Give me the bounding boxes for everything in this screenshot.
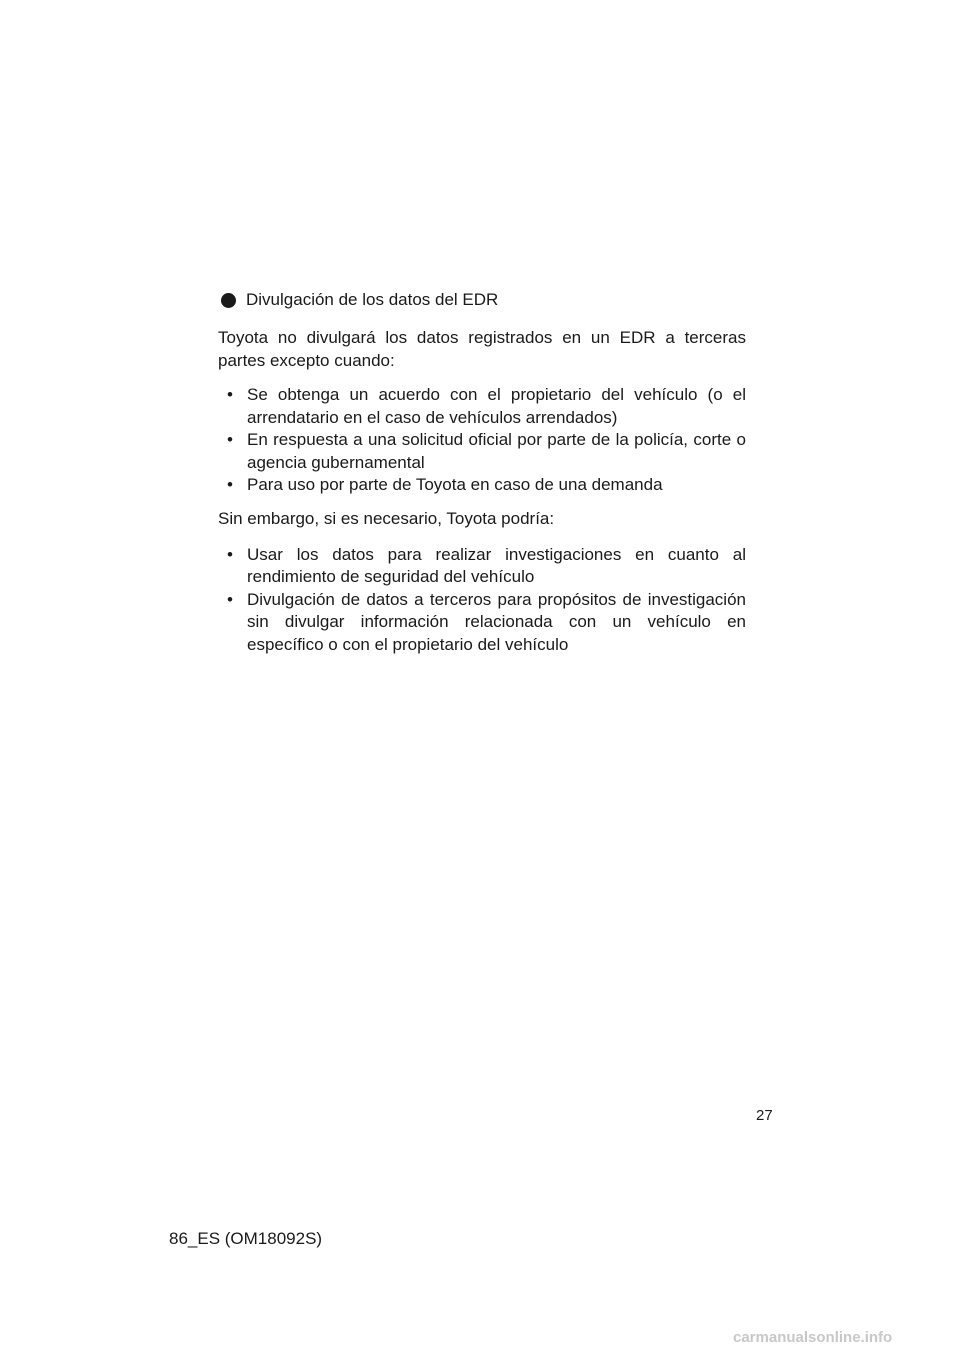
bullet-icon: •: [227, 475, 233, 494]
uses-list: [218, 544, 746, 657]
filled-circle-bullet-icon: [221, 293, 236, 308]
list-item-text: Para uso por parte de Toyota en caso de una demanda: [247, 475, 663, 494]
bullet-icon: •: [227, 544, 233, 564]
intro-paragraph: Toyota no divulgará los datos registrados en un EDR a terceras partes excepto cuando:: [218, 328, 746, 370]
list-item: [218, 589, 746, 657]
list-item: [218, 384, 746, 429]
list-item-text: Se obtenga un acuerdo con el propietario del vehículo (o el arrendatario en el caso de vehículos arrendados): [247, 385, 746, 427]
page-number: 27: [756, 1107, 773, 1124]
bullet-icon: •: [227, 589, 233, 609]
list-item: [218, 429, 746, 474]
section-heading: [218, 286, 746, 314]
manual-section: [218, 286, 746, 666]
bullet-icon: •: [227, 385, 233, 404]
list-item-text: En respuesta a una solicitud oficial por parte de la policía, corte o agencia gubernamental: [247, 430, 746, 472]
document-code: 86_ES (OM18092S): [169, 1229, 323, 1248]
however-paragraph: Sin embargo, si es necesario, Toyota podría:: [218, 508, 555, 528]
list-item: [218, 474, 746, 497]
section-heading-text: Divulgación de los datos del EDR: [246, 290, 499, 309]
list-item-text: Divulgación de datos a terceros para propósitos de investigación sin divulgar información relacionada con un vehículo en específico o con el propietario del vehículo: [247, 589, 746, 654]
watermark-link[interactable]: carmanualsonline.info: [733, 1329, 893, 1346]
list-item-text: Usar los datos para realizar investigaciones en cuanto al rendimiento de seguridad del vehículo: [247, 544, 746, 586]
bullet-icon: •: [227, 430, 233, 449]
conditions-list: [218, 384, 746, 497]
list-item: [218, 544, 746, 589]
